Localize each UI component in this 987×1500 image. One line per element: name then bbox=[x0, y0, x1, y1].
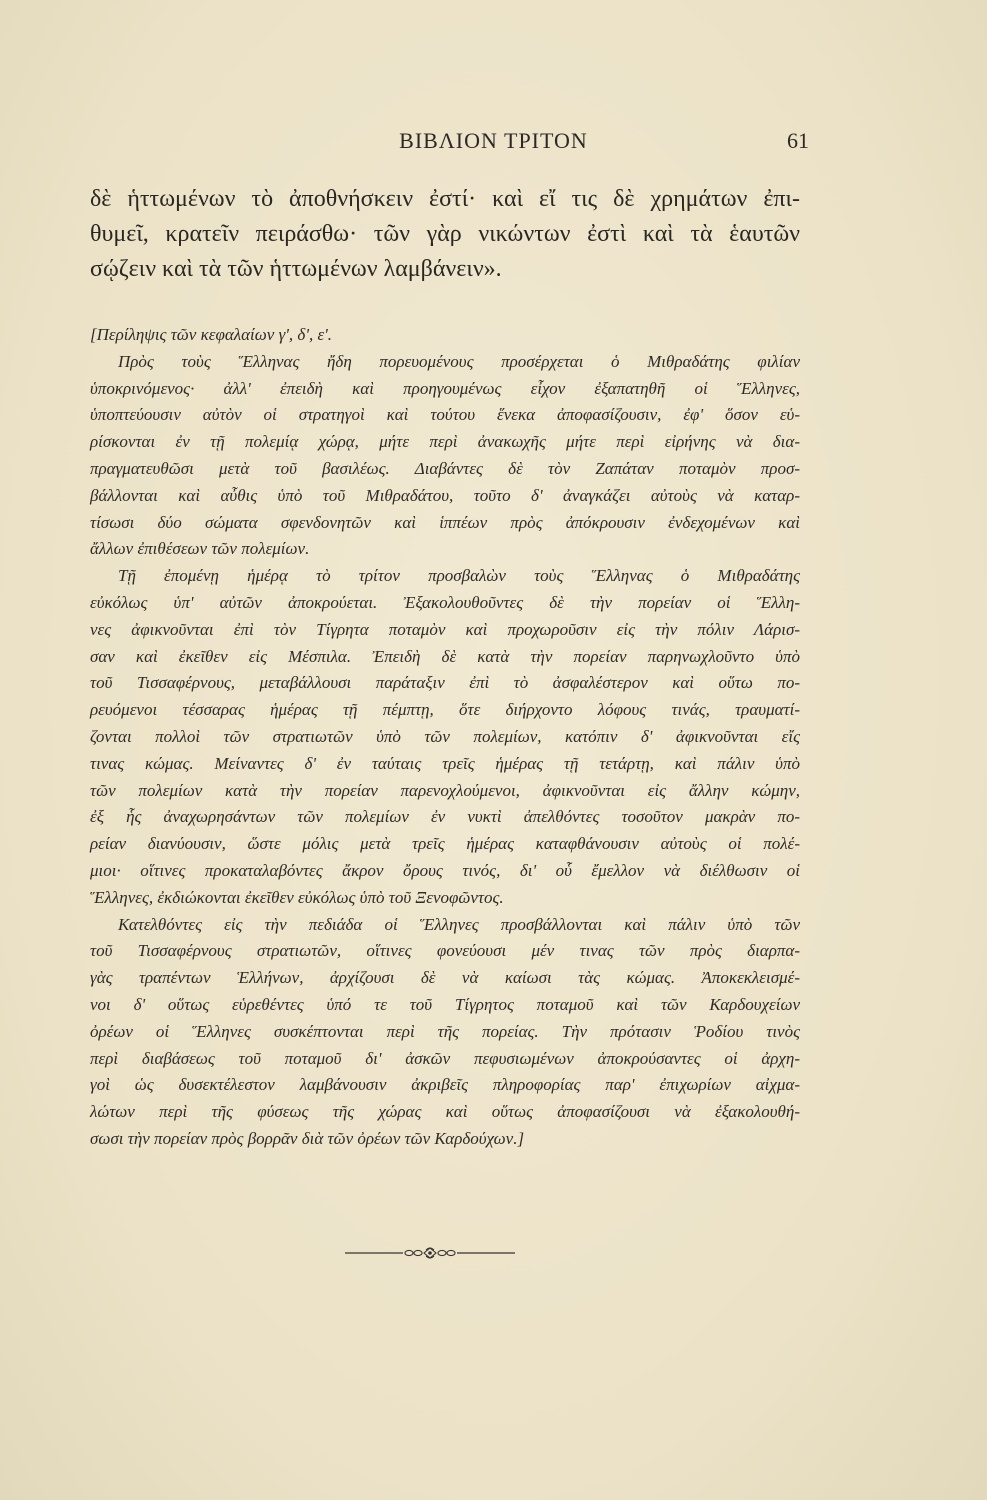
summary-line: εὐκόλως ὑπ' αὐτῶν ἀποκρούεται. Ἐξακολουθοῦντες δὲ τὴν πορείαν οἱ Ἕλλη- bbox=[90, 592, 800, 612]
summary-line: ρίσκονται ἐν τῇ πολεμίᾳ χώρᾳ, μήτε περὶ ἀνακωχῆς μήτε περὶ εἰρήνης νὰ δια- bbox=[90, 432, 800, 452]
summary-line: ρείαν διανύουσιν, ὥστε μόλις μετὰ τρεῖς ἡμέρας καταφθάνουσιν αὐτοὺς οἱ πολέ- bbox=[90, 834, 800, 854]
summary-line: τοῦ Τισσαφέρνους στρατιωτῶν, οἵτινες φονεύουσι μέν τινας τῶν πρὸς διαρπα- bbox=[90, 941, 800, 961]
page-number: 61 bbox=[787, 128, 809, 153]
summary-heading: [Περίληψις τῶν κεφαλαίων γ', δ', ε'. bbox=[90, 325, 333, 344]
tailpiece-ornament-icon bbox=[345, 1246, 515, 1260]
main-text-line: θυμεῖ, κρατεῖν πειράσθω· τῶν γὰρ νικώντων ἐστὶ καὶ τὰ ἑαυτῶν bbox=[90, 221, 800, 247]
summary-line: γοὶ ὡς δυσεκτέλεστον λαμβάνουσιν ἀκριβεῖς πληροφορίας παρ' ἐπιχωρίων αἰχμα- bbox=[90, 1075, 800, 1095]
summary-line: περὶ διαβάσεως τοῦ ποταμοῦ δι' ἀσκῶν πεφυσιωμένων ἀποκρούσαντες οἱ ἀρχη- bbox=[90, 1048, 800, 1068]
summary-line: Πρὸς τοὺς Ἕλληνας ἤδη πορευομένους προσέρχεται ὁ Μιθραδάτης φιλίαν bbox=[118, 351, 800, 371]
summary-line: ὑποπτεύουσιν αὐτὸν οἱ στρατηγοὶ καὶ τούτου ἕνεκα ἀποφασίζουσιν, ἐφ' ὅσον εὑ- bbox=[90, 405, 800, 425]
summary-line: βάλλονται καὶ αὖθις ὑπὸ τοῦ Μιθραδάτου, τοῦτο δ' ἀναγκάζει αὐτοὺς νὰ καταρ- bbox=[90, 485, 800, 505]
summary-line: τοῦ Τισσαφέρνους, μεταβάλλουσι παράταξιν ἐπὶ τὸ ἀσφαλέστερον καὶ οὕτω πο- bbox=[90, 673, 800, 693]
summary-line: μιοι· οἵτινες προκαταλαβόντες ἄκρον ὄρους τινός, δι' οὗ ἔμελλον νὰ διέλθωσιν οἱ bbox=[90, 860, 800, 880]
summary-line: ὑποκρινόμενος· ἀλλ' ἐπειδὴ καὶ προηγουμένως εἶχον ἐξαπατηθῆ οἱ Ἕλληνες, bbox=[90, 378, 800, 398]
summary-line: Ἕλληνες, ἐκδιώκονται ἐκεῖθεν εὐκόλως ὑπὸ τοῦ Ξενοφῶντος. bbox=[90, 887, 504, 907]
summary-line: νοι δ' οὕτως εὑρεθέντες ὑπό τε τοῦ Τίγρητος ποταμοῦ καὶ τῶν Καρδουχείων bbox=[90, 994, 800, 1014]
summary-line: ρευόμενοι τέσσαρας ἡμέρας τῇ πέμπτῃ, ὅτε διήρχοντο λόφους τινάς, τραυματί- bbox=[90, 700, 800, 720]
summary-line: ζονται πολλοὶ τῶν στρατιωτῶν ὑπὸ τῶν πολεμίων, κατόπιν δ' ἀφικνοῦνται εἴς bbox=[90, 726, 800, 746]
main-text bbox=[90, 182, 800, 287]
summary-line: ἐξ ἧς ἀναχωρησάντων τῶν πολεμίων ἐν νυκτὶ ἀπελθόντες τοσοῦτον μακρὰν πο- bbox=[90, 807, 800, 827]
summary-line: σαν καὶ ἐκεῖθεν εἰς Μέσπιλα. Ἐπειδὴ δὲ κατὰ τὴν πορείαν παρηνωχλοῦντο ὑπὸ bbox=[90, 646, 800, 666]
summary-line: ὀρέων οἱ Ἕλληνες συσκέπτονται περὶ τῆς πορείας. Τὴν πρότασιν Ῥοδίου τινὸς bbox=[90, 1021, 800, 1041]
running-title: ΒΙΒΛΙΟΝ ΤΡΙΤΟΝ bbox=[399, 128, 588, 153]
summary-line: πραγματευθῶσι μετὰ τοῦ βασιλέως. Διαβάντες δὲ τὸν Ζαπάταν ποταμὸν προσ- bbox=[90, 458, 800, 478]
main-text-line: σῴζειν καὶ τὰ τῶν ἡττωμένων λαμβάνειν». bbox=[90, 256, 502, 282]
main-text-line: δὲ ἡττωμένων τὸ ἀποθνήσκειν ἐστί· καὶ εἴ τις δὲ χρημάτων ἐπι- bbox=[90, 186, 800, 212]
summary-line: τινας κώμας. Μείναντες δ' ἐν ταύταις τρεῖς ἡμέρας τῇ τετάρτῃ, καὶ πάλιν ὑπὸ bbox=[90, 753, 800, 773]
summary-line: ἄλλων ἐπιθέσεων τῶν πολεμίων. bbox=[90, 539, 310, 559]
summary-line: νες ἀφικνοῦνται ἐπὶ τὸν Τίγρητα ποταμὸν καὶ προχωροῦσιν εἰς τὴν πόλιν Λάρισ- bbox=[90, 619, 800, 639]
summary-line: Τῇ ἐπομένῃ ἡμέρᾳ τὸ τρίτον προσβαλὼν τοὺς Ἕλληνας ὁ Μιθραδάτης bbox=[118, 566, 800, 586]
summary-line: τῶν πολεμίων κατὰ τὴν πορείαν παρενοχλούμενοι, ἀφικνοῦνται εἰς ἄλλην κώμην, bbox=[90, 780, 800, 800]
summary-line: γὰς τραπέντων Ἑλλήνων, ἀρχίζουσι δὲ νὰ καίωσι τὰς κώμας. Ἀποκεκλεισμέ- bbox=[90, 968, 800, 988]
summary-line: σωσι τὴν πορείαν πρὸς βορρᾶν διὰ τῶν ὀρέων τῶν Καρδούχων.] bbox=[90, 1128, 525, 1148]
chapter-summary bbox=[90, 322, 800, 1153]
summary-line: Κατελθόντες εἰς τὴν πεδιάδα οἱ Ἕλληνες προσβάλλονται καὶ πάλιν ὑπὸ τῶν bbox=[118, 914, 800, 934]
summary-line: τίσωσι δύο σώματα σφενδονητῶν καὶ ἱππέων πρὸς ἀπόκρουσιν ἐνδεχομένων καὶ bbox=[90, 512, 800, 532]
summary-line: λώτων περὶ τῆς φύσεως τῆς χώρας καὶ οὕτως ἀποφασίζουσι νὰ ἐξακολουθή- bbox=[90, 1102, 800, 1122]
